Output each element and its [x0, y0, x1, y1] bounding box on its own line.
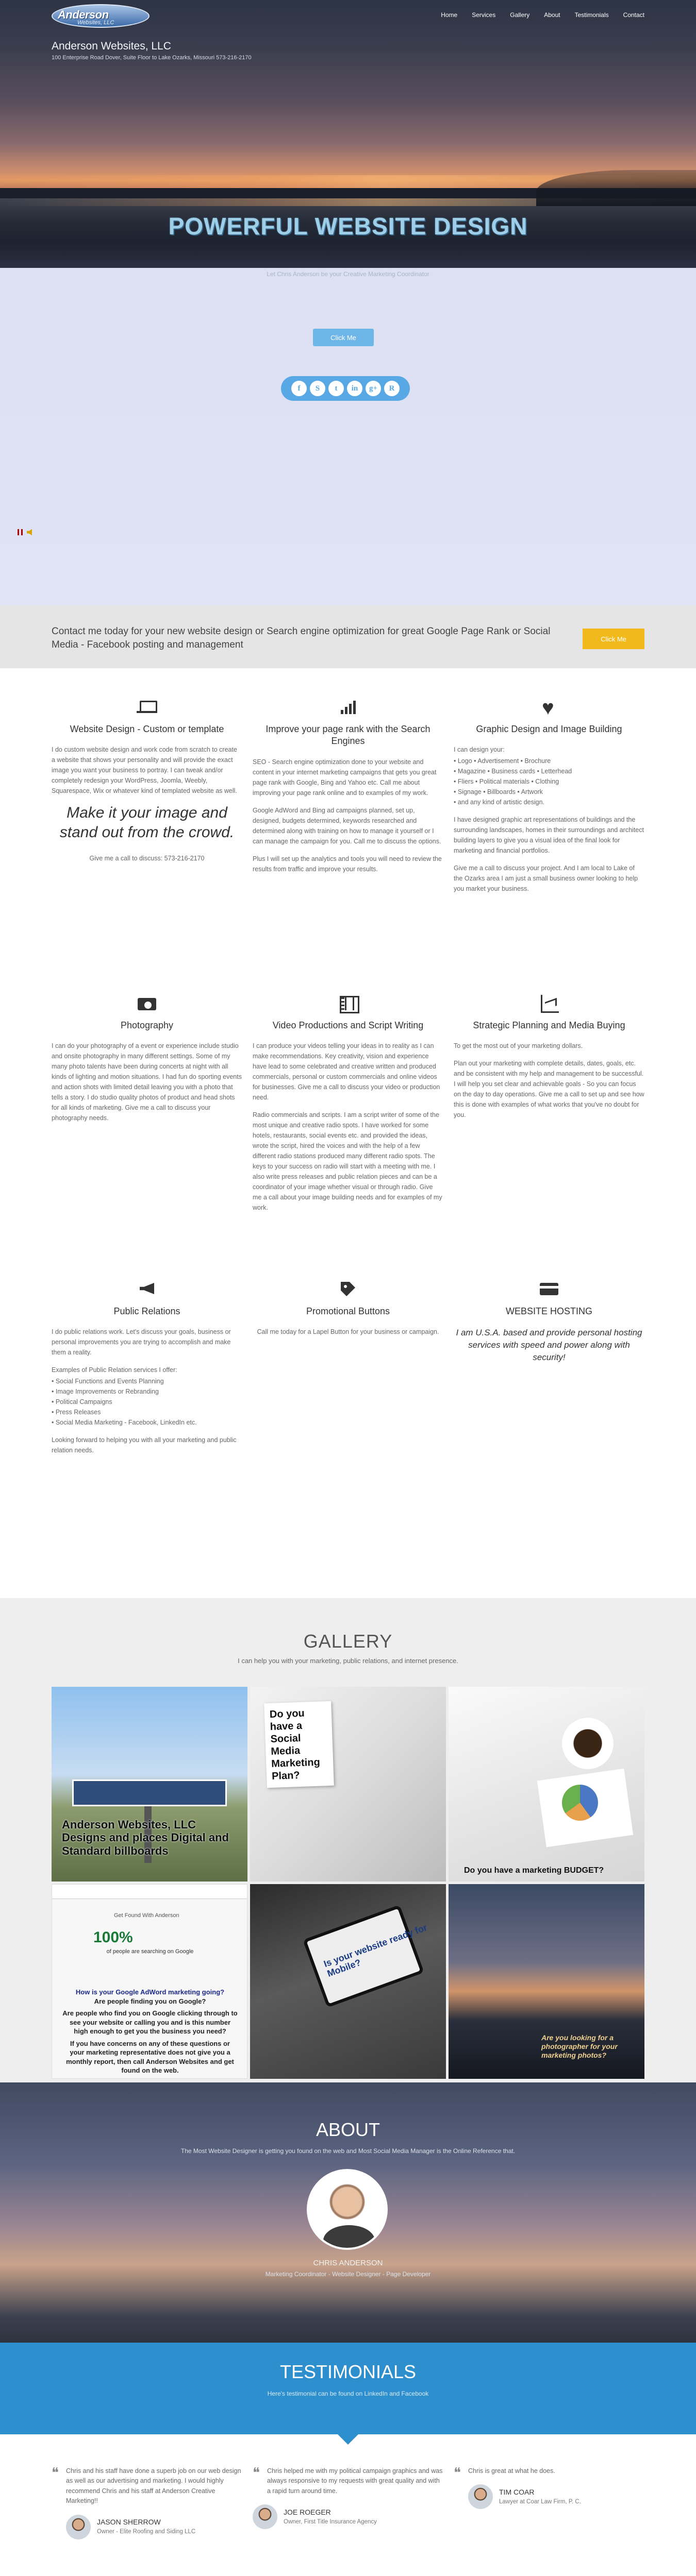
service-tagline: Make it your image and stand out from the crowd. [59, 804, 235, 841]
pr-list [52, 1376, 242, 1428]
service-video [253, 993, 443, 1220]
line-chart-icon [539, 993, 559, 1013]
quote-icon: ❝ [454, 2465, 461, 2480]
nav-about[interactable]: About [544, 11, 560, 19]
tile-caption: Do you have a marketing BUDGET? [464, 1866, 604, 1875]
main-nav [441, 10, 644, 20]
tile-line: Are people who find you on Google clicking through to see your website or calling you and is this number high enough to get you the business you need? [62, 2009, 238, 2036]
service-text: I can do your photography of a event or experience include studio and onsite photography in many different settings. Some of my many photo talents have been during concerts at night with all kinds of lighting and motion situations. I had fun do sporting events and action shots with limited detail leaving you with a photo that tells a story. I do studio quality photos of product and head shots for all kinds of marketing. Give me a call to discuss your photography needs. [52, 1042, 242, 1122]
service-text: I am U.S.A. based and provide personal hosting services with speed and power along with security! [456, 1328, 642, 1362]
site-header [0, 0, 696, 67]
signal-bars-icon [338, 697, 358, 717]
avatar [253, 2504, 277, 2529]
site-title[interactable]: Anderson Websites, LLC [52, 40, 171, 52]
avatar [307, 2169, 388, 2250]
service-text: Looking forward to helping you with all your marketing and public relation needs. [52, 1436, 237, 1454]
services-section [0, 668, 696, 1598]
list-item: • and any kind of artistic design. [454, 799, 545, 806]
service-text: SEO - Search engine optimization done to your website and content in your internet marketing campaigns that gets you great page rank with Google, Bing and Yahoo etc. Call me about improving your page rank online and to examples of my work. [253, 758, 437, 796]
tile-caption: Anderson Websites, LLC Designs and places Digital and Standard billboards [62, 1818, 229, 1857]
logo-title[interactable]: Anderson [58, 8, 109, 21]
service-public-relations [52, 1279, 242, 1463]
testimonials-header [0, 2343, 696, 2434]
logo-subtitle: Websites, LLC [77, 20, 114, 26]
service-title: Promotional Buttons [306, 1306, 390, 1316]
pause-icon[interactable] [18, 529, 23, 535]
tile-line: How is your Google AdWord marketing going? [75, 1988, 225, 1996]
video-controls [18, 529, 32, 535]
service-text: I can produce your videos telling your ideas in to reality as I can make recommendations. Key creativity, vision and experience have lead to some celebrated and creative written and produced commercials, personal or custom commercials and online videos for businesses. Give me a call to discuss your video or production need. [253, 1042, 440, 1101]
service-photography [52, 993, 242, 1130]
gallery-tile-photographer[interactable] [449, 1884, 644, 2079]
nav-home[interactable]: Home [441, 11, 458, 19]
hero-subtitle: Let Chris Anderson be your Creative Marketing Coordinator [267, 270, 429, 278]
list-item: • Social Functions and Events Planning [52, 1378, 164, 1385]
service-text: I do custom website design and work code from scratch to create a website that shows your personality and will provide the exact image you want your business to portray. I can tweak and/or completely redesign your WordPress, Joomla, Weebly, Squarespace, Wix or whatever kind of templated website as well. [52, 746, 237, 795]
testimonial-person [468, 2484, 644, 2509]
gallery-tile-social-media[interactable] [250, 1687, 446, 1882]
tag-icon [338, 1279, 358, 1299]
gallery-title: GALLERY [303, 1631, 393, 1652]
tile-line: If you have concerns on any of these questions or your marketing representative does not give you a monthly report, then call Anderson Websites and get found on the web. [66, 2039, 234, 2075]
testimonial-title: Owner - Elite Roofing and Siding LLC [97, 2529, 196, 2535]
hero-title: POWERFUL WEBSITE DESIGN [168, 213, 528, 240]
list-item: • Signage • Billboards • Artwork [454, 788, 543, 796]
service-text: I can design your: [454, 746, 505, 754]
camera-icon [137, 993, 157, 1013]
nav-gallery[interactable]: Gallery [510, 11, 530, 19]
gallery-section [0, 1598, 696, 2082]
tile-caption [62, 1988, 238, 2075]
service-hosting [454, 1279, 644, 1364]
testimonial-quote: Chris is great at what he does. [468, 2467, 555, 2475]
tile-stat: 100% [93, 1929, 133, 1946]
about-title: ABOUT [316, 2119, 380, 2140]
service-text: Examples of Public Relation services I offer: [52, 1366, 177, 1374]
service-text: To get the most out of your marketing dollars. [454, 1042, 583, 1050]
film-icon [338, 993, 358, 1013]
tile-caption: Do you have a Social Media Marketing Plan? [264, 1701, 334, 1788]
hero-social-bar [281, 376, 410, 401]
gallery-tile-google[interactable] [52, 1884, 247, 2079]
gallery-subtitle: I can help you with your marketing, public relations, and internet presence. [238, 1657, 458, 1665]
nav-contact[interactable]: Contact [623, 11, 644, 19]
design-list [454, 756, 644, 807]
service-text: Radio commercials and scripts. I am a script writer of some of the most unique and creative radio spots. I have worked for some hotels, restaurants, social events etc. and provided the ideas, wrote the script, hired the voices and with the help of a few different radio stations produced many different radio spots. The keys to your success on radio will start with a meeting with me. I also write press releases and public relation pieces and can be a coordinator of your image whether visual or through radio. Give me a call about your image building needs and for examples of my work. [253, 1111, 442, 1212]
tile-caption: Is your website ready for Mobile? [322, 1922, 429, 1979]
pie-chart-image [562, 1785, 598, 1821]
service-title: Photography [120, 1020, 174, 1030]
testimonials-title: TESTIMONIALS [279, 2361, 417, 2382]
testimonial-title: Lawyer at Coar Law Firm, P. C. [499, 2499, 581, 2505]
site-address: 100 Enterprise Road Dover, Suite Floor to Lake Ozarks, Missouri 573-216-2170 [52, 55, 252, 61]
hero-click-me-button[interactable]: Click Me [313, 329, 374, 346]
list-item: • Fliers • Political materials • Clothing [454, 778, 559, 786]
service-title: Website Design - Custom or template [70, 724, 224, 734]
volume-icon[interactable] [27, 529, 32, 535]
nav-testimonials[interactable]: Testimonials [574, 11, 609, 19]
quote-icon: ❝ [52, 2465, 59, 2480]
service-seo [253, 697, 443, 882]
testimonial-person [66, 2515, 242, 2539]
testimonial-card [253, 2466, 443, 2529]
list-item: • Press Releases [52, 1409, 101, 1416]
service-title: Video Productions and Script Writing [272, 1020, 424, 1030]
service-text: Call me today for a Lapel Button for your business or campaign. [257, 1328, 439, 1336]
service-text: Plus I will set up the analytics and tools you will need to review the results from traffic and improve your results. [253, 855, 442, 873]
testimonial-card [52, 2466, 242, 2539]
browser-bar [52, 1885, 247, 1899]
testimonials-section [0, 2343, 696, 2576]
testimonial-quote: Chris helped me with my political campaign graphics and was always responsive to my requests with great quality and with a rapid turn around time. [267, 2467, 443, 2495]
gallery-tile-billboard[interactable] [52, 1687, 247, 1882]
avatar [66, 2515, 91, 2539]
service-call-note: Give me a call to discuss: 573-216-2170 [89, 855, 205, 862]
testimonial-person [253, 2504, 443, 2529]
hero-section [0, 0, 696, 605]
service-text: Give me a call to discuss your project. And I am local to Lake of the Ozarks area I am just a small business owner looking to help you market your business. [454, 865, 638, 893]
linkedin-icon[interactable]: in [347, 381, 362, 396]
service-website-design [52, 697, 242, 871]
testimonials-subtitle: Here's testimonial can be found on LinkedIn and Facebook [267, 2390, 429, 2397]
testimonial-title: Owner, First Title Insurance Agency [284, 2519, 377, 2525]
list-item: • Social Media Marketing - Facebook, LinkedIn etc. [52, 1419, 197, 1427]
tile-stat-label: of people are searching on Google [106, 1948, 194, 1955]
service-graphic-design [454, 697, 644, 901]
testimonial-card [454, 2466, 644, 2509]
laptop-icon [137, 697, 157, 717]
testimonial-quote: Chris and his staff have done a superb job on our web design as well as our advertising and marketing. I would highly recommend Chris and his staff at Anderson Creative Marketing!! [66, 2467, 241, 2505]
facebook-icon[interactable]: f [291, 381, 307, 396]
about-name: CHRIS ANDERSON [313, 2259, 383, 2267]
service-text: Google AdWord and Bing ad campaigns planned, set up, designed, budgets determined, keywords researched and determined along with training on how to manage it yourself or I can manage the campaign for you. Call me to discuss the options. [253, 806, 441, 845]
service-title: WEBSITE HOSTING [505, 1306, 592, 1316]
heart-icon [539, 697, 559, 717]
quote-icon: ❝ [253, 2465, 260, 2480]
cta-click-me-button[interactable]: Click Me [583, 629, 644, 649]
service-promotional-buttons [253, 1279, 443, 1344]
about-role: Marketing Coordinator - Website Designer - Page Developer [265, 2270, 431, 2278]
service-title: Graphic Design and Image Building [476, 724, 622, 734]
tile-line: Are people finding you on Google? [94, 1997, 206, 2005]
bullhorn-icon [137, 1279, 157, 1299]
service-title: Public Relations [113, 1306, 180, 1316]
cta-text: Contact me today for your new website design or Search engine optimization for great Google Page Rank or Social Media - Facebook posting and management [52, 626, 551, 650]
list-item: • Political Campaigns [52, 1398, 112, 1406]
about-section [0, 2082, 696, 2343]
service-strategic-planning [454, 993, 644, 1127]
rss-icon[interactable]: R [384, 381, 400, 396]
tile-caption: Are you looking for a photographer for your marketing photos? [541, 2033, 618, 2059]
coffee-cup-image [562, 1718, 614, 1769]
service-title: Strategic Planning and Media Buying [473, 1020, 625, 1030]
tile-header: Get Found With Anderson [114, 1912, 179, 1919]
credit-card-icon [539, 1279, 559, 1299]
cta-bar [0, 605, 696, 668]
service-text: I do public relations work. Let's discuss your goals, business or personal improvements you are trying to accomplish and make them a reality. [52, 1328, 231, 1357]
nav-services[interactable]: Services [472, 11, 496, 19]
service-text: Plan out your marketing with complete details, dates, goals, etc. and be consistent with my help and management to be successful. I will help you set clear and achievable goals - So you can focus on the day to day operations. Give me a call to set up and see how this is done with examples of what works that you've no doubt for you. [454, 1060, 644, 1119]
testimonial-name: JOE ROEGER [284, 2508, 331, 2516]
skype-icon[interactable]: S [310, 381, 325, 396]
testimonial-name: TIM COAR [499, 2488, 535, 2497]
list-item: • Logo • Advertisement • Brochure [454, 757, 551, 765]
testimonial-name: JASON SHERROW [97, 2518, 161, 2527]
gallery-tile-budget[interactable] [449, 1687, 644, 1882]
billboard-image [72, 1780, 227, 1806]
gallery-tile-mobile[interactable] [250, 1884, 446, 2079]
service-text: I have designed graphic art representations of buildings and the surrounding landscapes, homes in their surroundings and architect building layers to give you a visual idea of the final look for marketing and financial portfolios. [454, 816, 644, 855]
service-title: Improve your page rank with the Search Engines [266, 724, 430, 747]
list-item: • Magazine • Business cards • Letterhead [454, 768, 572, 775]
about-subtitle: The Most Website Designer is getting you found on the web and Most Social Media Manager is the Online Reference that. [180, 2147, 516, 2155]
twitter-icon[interactable]: t [328, 381, 344, 396]
avatar [468, 2484, 493, 2509]
google-plus-icon[interactable]: g+ [366, 381, 381, 396]
list-item: • Image Improvements or Rebranding [52, 1388, 159, 1396]
